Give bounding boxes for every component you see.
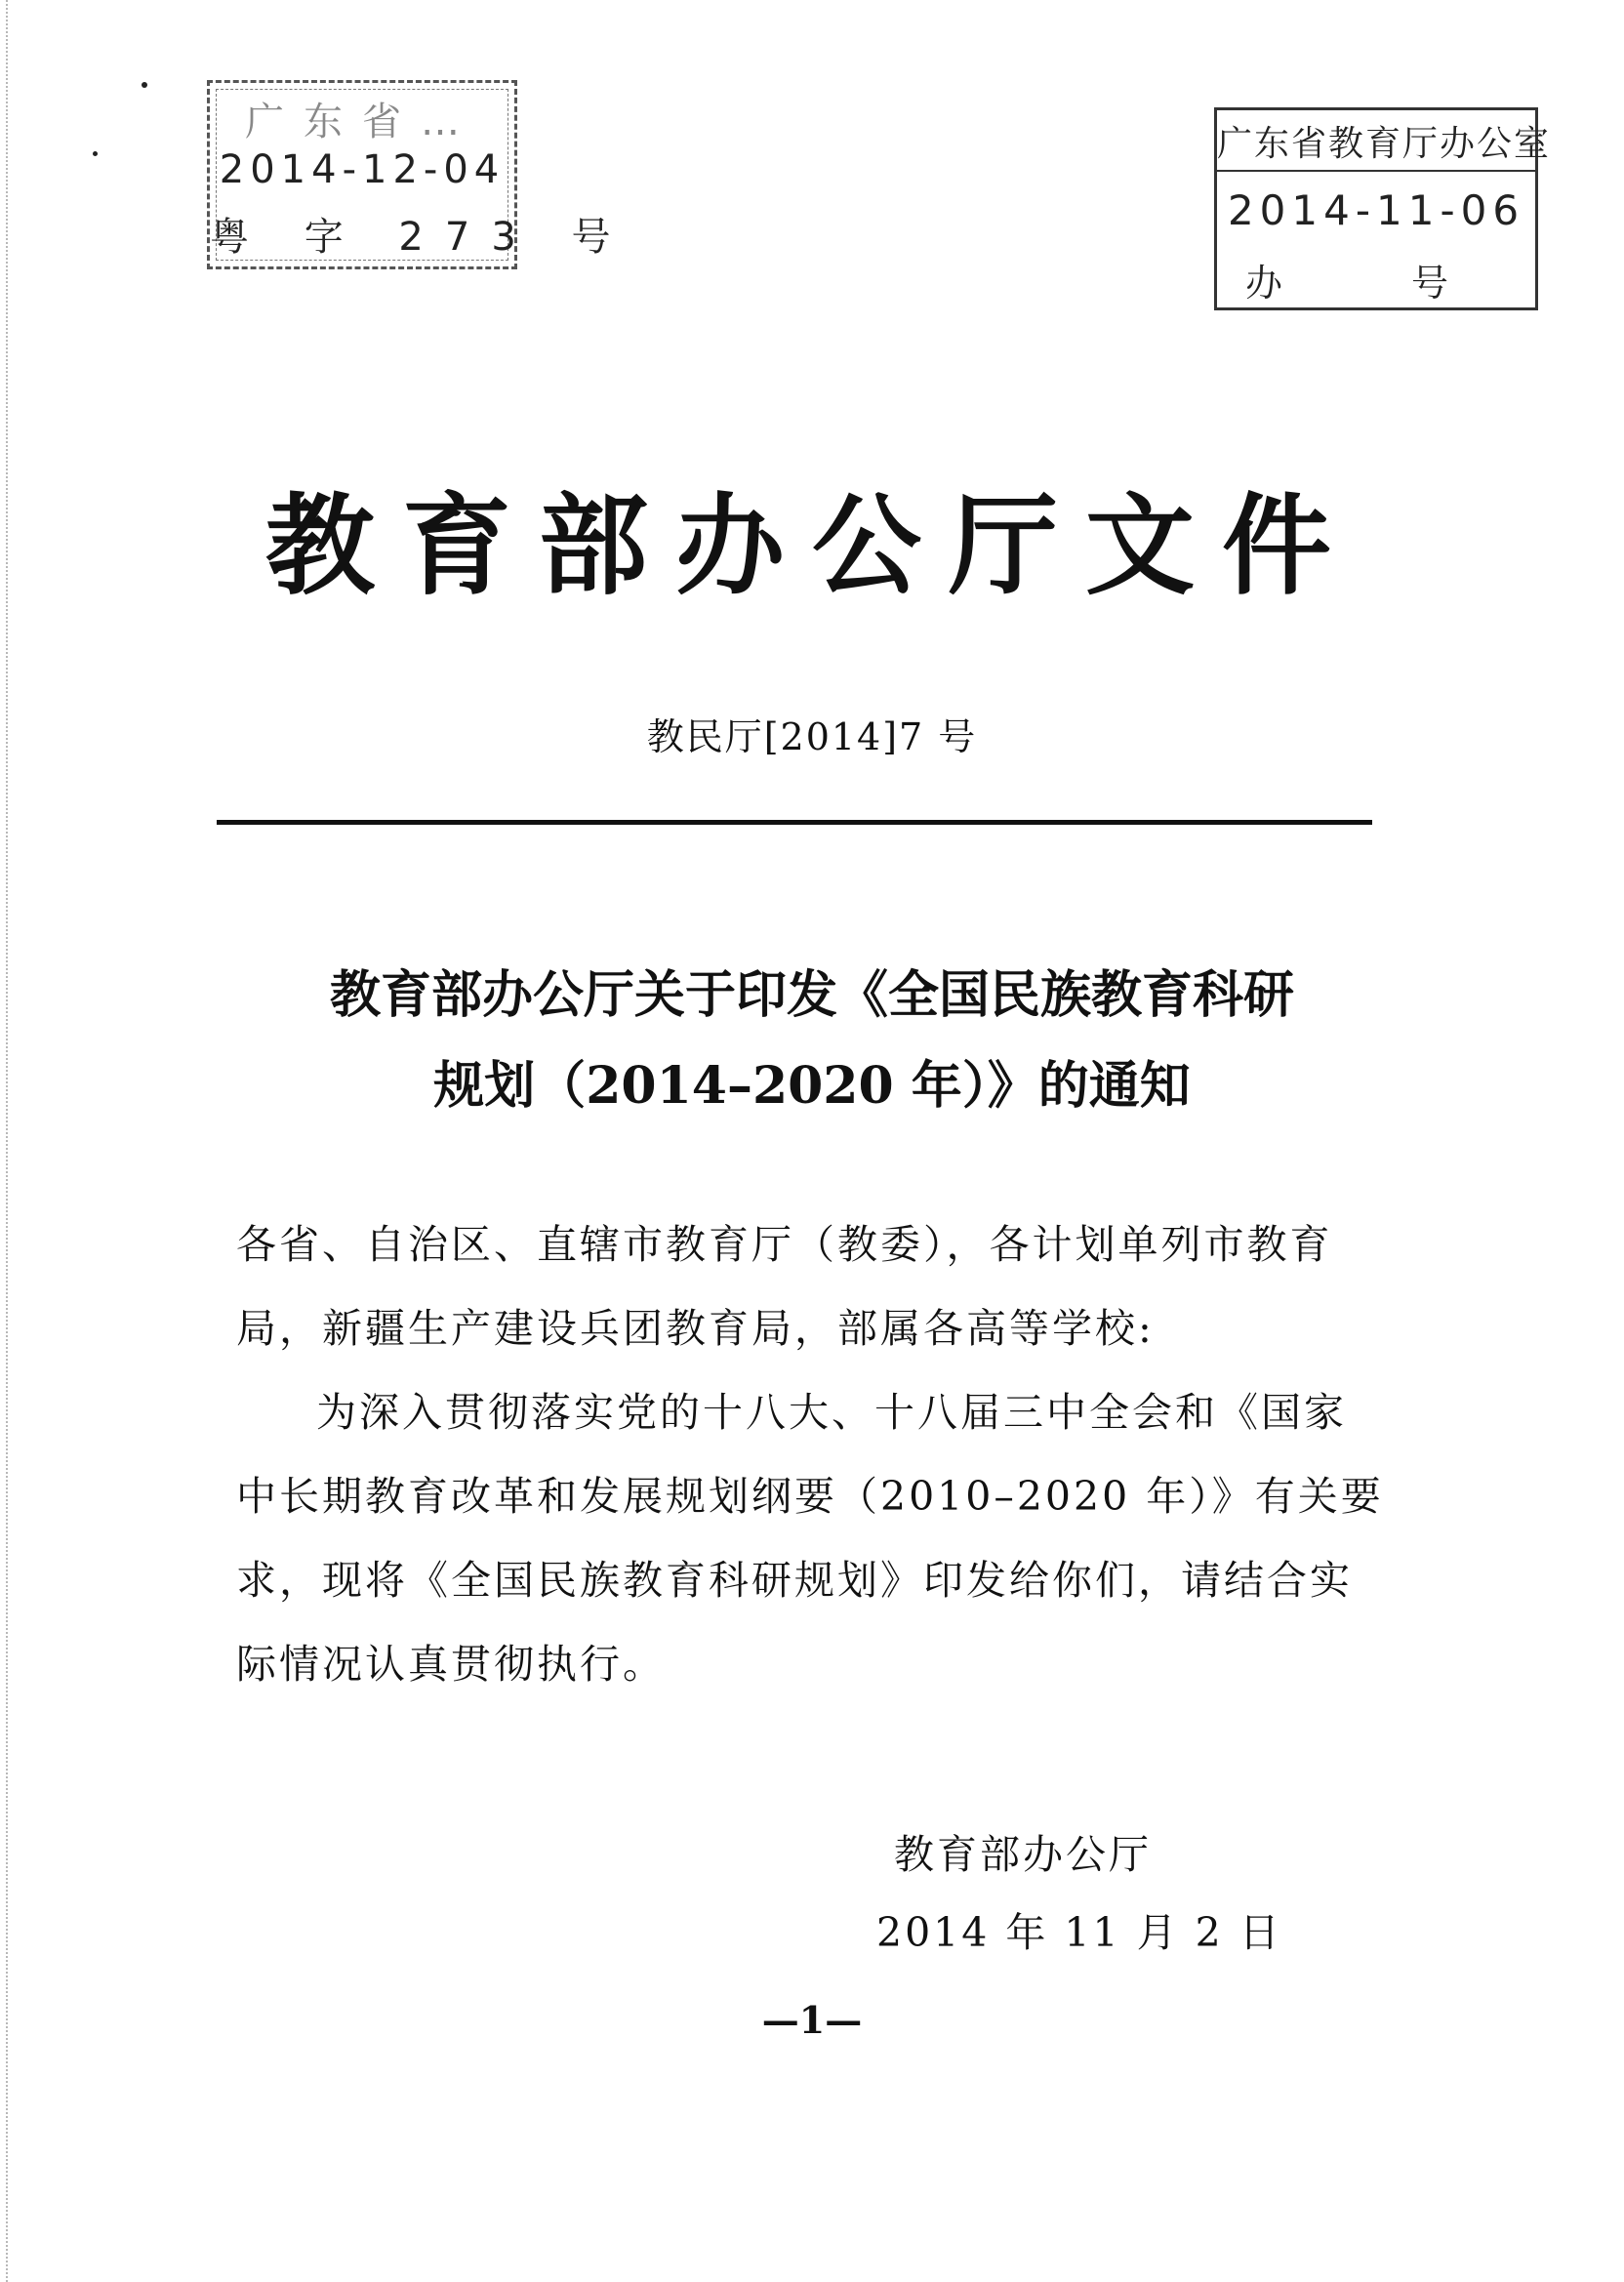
scan-edge-line xyxy=(6,0,8,2282)
addressee-paragraph: 各省、自治区、直辖市教育厅（教委），各计划单列市教育局，新疆生产建设兵团教育局，部属各高等学校: xyxy=(236,1221,1333,1352)
masthead-divider xyxy=(217,820,1372,825)
received-stamp-left xyxy=(207,80,632,269)
stamp-right-date: 2014-11-06 xyxy=(1227,186,1525,234)
stamp-left-date: 2014-12-04 xyxy=(219,147,506,192)
body-paragraph: 为深入贯彻落实党的十八大、十八届三中全会和《国家中长期教育改革和发展规划纲要（2010–2020 年）》有关要求，现将《全国民族教育科研规划》印发给你们，请结合实际情况认真贯彻执行。 xyxy=(236,1389,1384,1688)
stamp-right-serial: 办 号 xyxy=(1244,262,1508,305)
stamp-left-org: 广东省… xyxy=(245,100,479,144)
received-stamp-right xyxy=(1214,107,1552,310)
page-number: —1— xyxy=(761,1998,863,2042)
issuer-signature: 教育部办公厅 xyxy=(894,1831,1152,1878)
notice-title-line-2: 规划（2014–2020 年）》的通知 xyxy=(433,1056,1191,1116)
document-number: 教民厅[2014]7 号 xyxy=(646,715,978,758)
stamp-left-serial: 粤 字 273 号 xyxy=(210,215,632,260)
stamp-right-org: 广东省教育厅办公室 xyxy=(1217,116,1535,172)
notice-title-line-1: 教育部办公厅关于印发《全国民族教育科研 xyxy=(329,965,1294,1025)
scan-speck xyxy=(93,151,98,156)
document-masthead: 教育部办公厅文件 xyxy=(265,482,1359,610)
issue-date: 2014 年 11 月 2 日 xyxy=(876,1909,1282,1956)
scan-speck xyxy=(142,82,147,88)
